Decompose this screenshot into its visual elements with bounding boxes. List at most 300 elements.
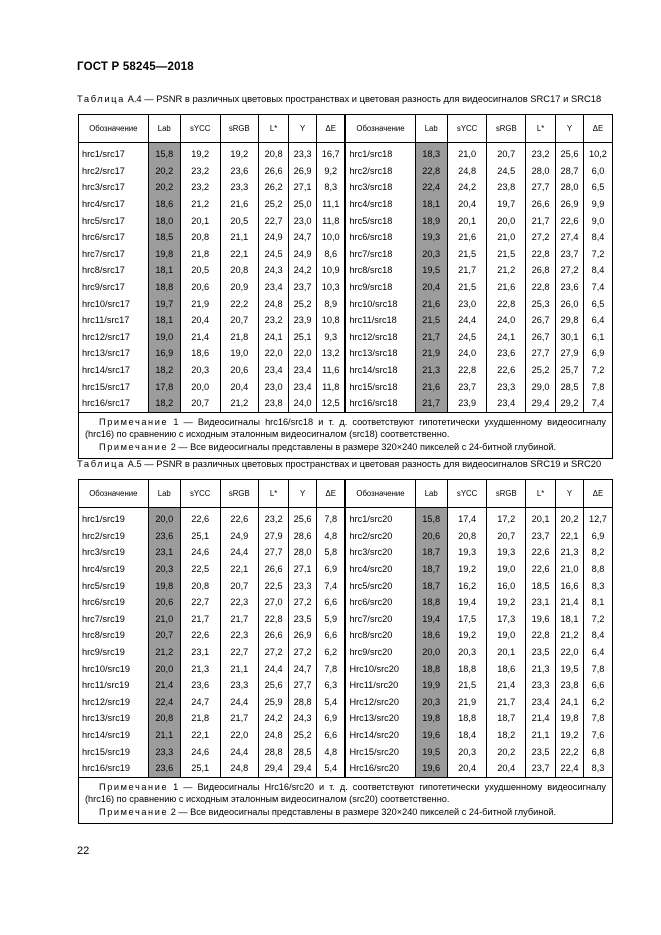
value-cell: 24,3 xyxy=(289,710,317,727)
value-cell: 21,6 xyxy=(220,196,259,213)
caption-text: А.5 — PSNR в различных цветовых пространствах и цветовая разность для видеосигналов SRC19 и SRC20 xyxy=(127,458,602,469)
value-cell: 20,7 xyxy=(220,577,259,594)
note-paragraph xyxy=(85,416,606,442)
lab-value-cell: 19,8 xyxy=(415,710,447,727)
value-cell: 23,0 xyxy=(289,212,317,229)
value-cell: 8,4 xyxy=(583,262,612,279)
note-label: Примечание xyxy=(99,781,169,792)
column-header: sYCC xyxy=(447,115,487,143)
value-cell: 24,7 xyxy=(289,229,317,246)
table-row xyxy=(79,196,613,213)
value-cell: 23,4 xyxy=(259,279,289,296)
lab-value-cell: 16,9 xyxy=(148,345,180,362)
signal-name-cell: hrc14/src19 xyxy=(79,727,149,744)
value-cell: 6,8 xyxy=(583,743,612,760)
value-cell: 21,5 xyxy=(447,246,487,263)
value-cell: 28,8 xyxy=(289,694,317,711)
value-cell: 12,7 xyxy=(583,508,612,528)
signal-name-cell: hrc2/src18 xyxy=(345,163,415,180)
note-label: Примечание xyxy=(99,416,169,427)
lab-value-cell: 20,3 xyxy=(415,246,447,263)
signal-name-cell: hrc5/src17 xyxy=(79,212,149,229)
signal-name-cell: hrc8/src19 xyxy=(79,627,149,644)
value-cell: 10,3 xyxy=(317,279,346,296)
note-paragraph xyxy=(85,441,606,454)
value-cell: 23,2 xyxy=(180,163,220,180)
value-cell: 23,3 xyxy=(487,378,526,395)
value-cell: 11,8 xyxy=(317,378,346,395)
column-header: sRGB xyxy=(487,480,526,508)
signal-name-cell: hrc15/src19 xyxy=(79,743,149,760)
value-cell: 21,9 xyxy=(447,694,487,711)
signal-name-cell: hrc15/src17 xyxy=(79,378,149,395)
table-row xyxy=(79,212,613,229)
table-row xyxy=(79,727,613,744)
column-header: L* xyxy=(259,115,289,143)
table-row xyxy=(79,179,613,196)
value-cell: 8,6 xyxy=(317,246,346,263)
value-cell: 19,0 xyxy=(220,345,259,362)
value-cell: 28,0 xyxy=(526,163,556,180)
value-cell: 21,2 xyxy=(220,395,259,412)
column-header: ΔE xyxy=(317,480,346,508)
header-row xyxy=(79,480,613,508)
value-cell: 24,2 xyxy=(289,262,317,279)
note-text: 1 — Видеосигналы hrc16/src18 и т. д. соответствуют гипотетически ухудшенному видеосигналу (hrc16) по сравнению с исходным эталонным видеосигналом (src18) соответственно. xyxy=(85,416,606,440)
value-cell: 28,5 xyxy=(289,743,317,760)
value-cell: 6,1 xyxy=(583,329,612,346)
value-cell: 6,0 xyxy=(583,163,612,180)
value-cell: 7,2 xyxy=(583,362,612,379)
signal-name-cell: hrc7/src17 xyxy=(79,246,149,263)
value-cell: 21,7 xyxy=(220,710,259,727)
lab-value-cell: 20,0 xyxy=(415,644,447,661)
value-cell: 23,6 xyxy=(487,345,526,362)
lab-value-cell: 23,6 xyxy=(148,760,180,777)
value-cell: 21,2 xyxy=(487,262,526,279)
value-cell: 8,1 xyxy=(583,594,612,611)
value-cell: 21,8 xyxy=(180,710,220,727)
value-cell: 8,3 xyxy=(583,760,612,777)
column-header: sRGB xyxy=(487,115,526,143)
value-cell: 24,5 xyxy=(487,163,526,180)
lab-value-cell: 21,7 xyxy=(415,395,447,412)
column-header: sRGB xyxy=(220,115,259,143)
lab-value-cell: 21,3 xyxy=(415,362,447,379)
signal-name-cell: hrc15/src18 xyxy=(345,378,415,395)
table-row xyxy=(79,528,613,545)
lab-value-cell: 19,3 xyxy=(415,229,447,246)
value-cell: 25,2 xyxy=(289,295,317,312)
value-cell: 24,9 xyxy=(220,528,259,545)
value-cell: 28,0 xyxy=(556,179,584,196)
value-cell: 18,4 xyxy=(447,727,487,744)
value-cell: 10,0 xyxy=(317,229,346,246)
table-row xyxy=(79,279,613,296)
value-cell: 11,6 xyxy=(317,362,346,379)
value-cell: 27,2 xyxy=(556,262,584,279)
value-cell: 6,9 xyxy=(583,345,612,362)
value-cell: 17,2 xyxy=(487,508,526,528)
value-cell: 6,6 xyxy=(317,627,346,644)
value-cell: 21,6 xyxy=(487,279,526,296)
signal-name-cell: hrc12/src19 xyxy=(79,694,149,711)
value-cell: 27,9 xyxy=(259,528,289,545)
value-cell: 8,3 xyxy=(317,179,346,196)
value-cell: 22,0 xyxy=(289,345,317,362)
value-cell: 23,7 xyxy=(289,279,317,296)
value-cell: 20,5 xyxy=(220,212,259,229)
signal-name-cell: hrc13/src18 xyxy=(345,345,415,362)
signal-name-cell: hrc3/src20 xyxy=(345,544,415,561)
signal-name-cell: hrc9/src20 xyxy=(345,644,415,661)
value-cell: 23,8 xyxy=(259,395,289,412)
value-cell: 26,9 xyxy=(289,627,317,644)
column-header: sRGB xyxy=(220,480,259,508)
value-cell: 6,6 xyxy=(317,727,346,744)
value-cell: 29,0 xyxy=(526,378,556,395)
value-cell: 9,9 xyxy=(583,196,612,213)
lab-value-cell: 19,5 xyxy=(415,262,447,279)
column-header: Обозначение xyxy=(79,115,149,143)
value-cell: 21,3 xyxy=(556,544,584,561)
column-header: L* xyxy=(526,480,556,508)
value-cell: 7,8 xyxy=(317,508,346,528)
value-cell: 24,8 xyxy=(447,163,487,180)
value-cell: 19,7 xyxy=(487,196,526,213)
value-cell: 24,3 xyxy=(259,262,289,279)
value-cell: 23,9 xyxy=(447,395,487,412)
value-cell: 16,2 xyxy=(447,577,487,594)
value-cell: 24,4 xyxy=(220,694,259,711)
header-row xyxy=(79,115,613,143)
column-header: Обозначение xyxy=(345,480,415,508)
value-cell: 22,8 xyxy=(526,627,556,644)
value-cell: 25,1 xyxy=(180,760,220,777)
value-cell: 27,2 xyxy=(289,594,317,611)
value-cell: 22,8 xyxy=(447,362,487,379)
lab-value-cell: 20,2 xyxy=(148,179,180,196)
lab-value-cell: 20,6 xyxy=(415,528,447,545)
value-cell: 7,2 xyxy=(583,611,612,628)
value-cell: 21,7 xyxy=(526,212,556,229)
value-cell: 22,4 xyxy=(556,760,584,777)
lab-value-cell: 18,5 xyxy=(148,229,180,246)
table-row xyxy=(79,561,613,578)
signal-name-cell: hrc9/src17 xyxy=(79,279,149,296)
signal-name-cell: hrc6/src17 xyxy=(79,229,149,246)
signal-name-cell: hrc10/src18 xyxy=(345,295,415,312)
value-cell: 25,6 xyxy=(556,143,584,163)
value-cell: 23,4 xyxy=(289,362,317,379)
value-cell: 10,9 xyxy=(317,262,346,279)
value-cell: 8,8 xyxy=(583,561,612,578)
signal-name-cell: hrc3/src17 xyxy=(79,179,149,196)
value-cell: 21,3 xyxy=(180,660,220,677)
value-cell: 21,2 xyxy=(180,196,220,213)
value-cell: 24,1 xyxy=(556,694,584,711)
lab-value-cell: 23,6 xyxy=(148,528,180,545)
value-cell: 7,8 xyxy=(583,378,612,395)
page-number: 22 xyxy=(77,845,90,857)
value-cell: 23,7 xyxy=(556,246,584,263)
value-cell: 23,6 xyxy=(556,279,584,296)
column-header: Y xyxy=(556,115,584,143)
table-row xyxy=(79,594,613,611)
signal-name-cell: hrc8/src20 xyxy=(345,627,415,644)
value-cell: 23,1 xyxy=(180,644,220,661)
value-cell: 27,0 xyxy=(259,594,289,611)
value-cell: 22,2 xyxy=(556,743,584,760)
value-cell: 22,8 xyxy=(487,295,526,312)
signal-name-cell: hrc11/src19 xyxy=(79,677,149,694)
value-cell: 8,4 xyxy=(583,627,612,644)
value-cell: 8,9 xyxy=(317,295,346,312)
lab-value-cell: 20,3 xyxy=(415,694,447,711)
value-cell: 22,1 xyxy=(220,561,259,578)
value-cell: 19,2 xyxy=(180,143,220,163)
lab-value-cell: 18,2 xyxy=(148,362,180,379)
value-cell: 29,2 xyxy=(556,395,584,412)
value-cell: 23,4 xyxy=(259,362,289,379)
signal-name-cell: Hrc11/src20 xyxy=(345,677,415,694)
lab-value-cell: 18,2 xyxy=(148,395,180,412)
lab-value-cell: 20,0 xyxy=(148,508,180,528)
value-cell: 17,5 xyxy=(447,611,487,628)
value-cell: 13,2 xyxy=(317,345,346,362)
value-cell: 24,4 xyxy=(220,743,259,760)
lab-value-cell: 19,0 xyxy=(148,329,180,346)
table-row xyxy=(79,229,613,246)
value-cell: 23,2 xyxy=(526,143,556,163)
value-cell: 7,4 xyxy=(583,279,612,296)
value-cell: 23,7 xyxy=(526,528,556,545)
value-cell: 20,8 xyxy=(180,229,220,246)
value-cell: 22,1 xyxy=(556,528,584,545)
table-row xyxy=(79,508,613,528)
value-cell: 29,8 xyxy=(556,312,584,329)
value-cell: 24,1 xyxy=(487,329,526,346)
table-row xyxy=(79,694,613,711)
value-cell: 22,3 xyxy=(220,594,259,611)
value-cell: 25,1 xyxy=(180,528,220,545)
signal-name-cell: hrc1/src18 xyxy=(345,143,415,163)
lab-value-cell: 18,6 xyxy=(148,196,180,213)
column-header: Lab xyxy=(148,115,180,143)
value-cell: 21,1 xyxy=(526,727,556,744)
lab-value-cell: 19,9 xyxy=(415,677,447,694)
lab-value-cell: 20,8 xyxy=(148,710,180,727)
caption-label: Таблица xyxy=(77,458,125,469)
value-cell: 25,9 xyxy=(259,694,289,711)
value-cell: 28,7 xyxy=(556,163,584,180)
signal-name-cell: hrc4/src18 xyxy=(345,196,415,213)
value-cell: 21,0 xyxy=(447,143,487,163)
value-cell: 6,2 xyxy=(583,694,612,711)
value-cell: 26,6 xyxy=(259,561,289,578)
value-cell: 18,6 xyxy=(487,660,526,677)
value-cell: 27,2 xyxy=(526,229,556,246)
table-row xyxy=(79,246,613,263)
lab-value-cell: 15,8 xyxy=(415,508,447,528)
value-cell: 18,7 xyxy=(487,710,526,727)
caption-label: Таблица xyxy=(77,93,125,104)
value-cell: 19,0 xyxy=(487,561,526,578)
value-cell: 8,2 xyxy=(583,544,612,561)
note-label: Примечание xyxy=(99,442,169,453)
value-cell: 27,2 xyxy=(259,644,289,661)
value-cell: 20,2 xyxy=(556,508,584,528)
signal-name-cell: hrc13/src17 xyxy=(79,345,149,362)
value-cell: 23,2 xyxy=(180,179,220,196)
lab-value-cell: 21,5 xyxy=(415,312,447,329)
value-cell: 11,8 xyxy=(317,212,346,229)
value-cell: 21,0 xyxy=(487,229,526,246)
value-cell: 27,1 xyxy=(289,179,317,196)
value-cell: 27,7 xyxy=(526,345,556,362)
table-row xyxy=(79,295,613,312)
value-cell: 22,1 xyxy=(220,246,259,263)
value-cell: 24,8 xyxy=(220,760,259,777)
lab-value-cell: 18,6 xyxy=(415,627,447,644)
value-cell: 21,7 xyxy=(180,611,220,628)
value-cell: 22,6 xyxy=(180,627,220,644)
table-row xyxy=(79,345,613,362)
value-cell: 26,9 xyxy=(289,163,317,180)
value-cell: 24,9 xyxy=(289,246,317,263)
value-cell: 11,1 xyxy=(317,196,346,213)
value-cell: 24,5 xyxy=(447,329,487,346)
value-cell: 4,8 xyxy=(317,743,346,760)
value-cell: 25,1 xyxy=(289,329,317,346)
value-cell: 23,2 xyxy=(259,508,289,528)
value-cell: 24,0 xyxy=(289,395,317,412)
value-cell: 30,1 xyxy=(556,329,584,346)
value-cell: 19,3 xyxy=(447,544,487,561)
lab-value-cell: 18,8 xyxy=(415,660,447,677)
lab-value-cell: 20,4 xyxy=(415,279,447,296)
value-cell: 21,7 xyxy=(487,694,526,711)
signal-name-cell: hrc2/src17 xyxy=(79,163,149,180)
value-cell: 7,8 xyxy=(317,660,346,677)
value-cell: 27,7 xyxy=(289,677,317,694)
lab-value-cell: 21,7 xyxy=(415,329,447,346)
value-cell: 21,5 xyxy=(447,677,487,694)
value-cell: 20,3 xyxy=(447,644,487,661)
value-cell: 19,8 xyxy=(556,710,584,727)
column-header: Обозначение xyxy=(79,480,149,508)
signal-name-cell: hrc16/src19 xyxy=(79,760,149,777)
value-cell: 25,2 xyxy=(289,727,317,744)
value-cell: 4,8 xyxy=(317,528,346,545)
lab-value-cell: 22,8 xyxy=(415,163,447,180)
value-cell: 21,4 xyxy=(556,594,584,611)
lab-value-cell: 18,0 xyxy=(148,212,180,229)
table-row xyxy=(79,627,613,644)
value-cell: 21,7 xyxy=(220,611,259,628)
value-cell: 6,5 xyxy=(583,295,612,312)
value-cell: 19,6 xyxy=(526,611,556,628)
lab-value-cell: 21,0 xyxy=(148,611,180,628)
table-row xyxy=(79,660,613,677)
lab-value-cell: 22,4 xyxy=(148,694,180,711)
value-cell: 21,1 xyxy=(220,660,259,677)
lab-value-cell: 18,9 xyxy=(415,212,447,229)
value-cell: 29,4 xyxy=(259,760,289,777)
value-cell: 21,8 xyxy=(180,246,220,263)
signal-name-cell: hrc11/src18 xyxy=(345,312,415,329)
value-cell: 24,2 xyxy=(447,179,487,196)
column-header: sYCC xyxy=(447,480,487,508)
value-cell: 20,1 xyxy=(487,644,526,661)
value-cell: 26,2 xyxy=(259,179,289,196)
value-cell: 28,6 xyxy=(289,528,317,545)
signal-name-cell: Hrc13/src20 xyxy=(345,710,415,727)
signal-name-cell: hrc2/src19 xyxy=(79,528,149,545)
value-cell: 24,4 xyxy=(447,312,487,329)
value-cell: 24,8 xyxy=(259,727,289,744)
value-cell: 23,3 xyxy=(526,677,556,694)
note-text: 1 — Видеосигналы Hrc16/src20 и т. д. соответствуют гипотетически ухудшенному видеосигналу (hrc16) по сравнению с исходным эталонным видеосигналом (src20) соответственно. xyxy=(85,781,606,805)
lab-value-cell: 18,7 xyxy=(415,577,447,594)
value-cell: 9,0 xyxy=(583,212,612,229)
column-header: Обозначение xyxy=(345,115,415,143)
lab-value-cell: 19,8 xyxy=(148,577,180,594)
value-cell: 26,8 xyxy=(526,262,556,279)
value-cell: 18,1 xyxy=(556,611,584,628)
lab-value-cell: 21,9 xyxy=(415,345,447,362)
value-cell: 21,7 xyxy=(447,262,487,279)
value-cell: 20,0 xyxy=(487,212,526,229)
lab-value-cell: 18,1 xyxy=(415,196,447,213)
value-cell: 10,2 xyxy=(583,143,612,163)
value-cell: 19,3 xyxy=(487,544,526,561)
signal-name-cell: hrc12/src17 xyxy=(79,329,149,346)
value-cell: 25,2 xyxy=(259,196,289,213)
value-cell: 23,9 xyxy=(289,312,317,329)
table-notes xyxy=(78,778,613,824)
column-header: Y xyxy=(556,480,584,508)
value-cell: 6,4 xyxy=(583,644,612,661)
table-row xyxy=(79,362,613,379)
lab-value-cell: 21,6 xyxy=(415,295,447,312)
value-cell: 20,8 xyxy=(447,528,487,545)
value-cell: 22,6 xyxy=(526,544,556,561)
signal-name-cell: hrc4/src17 xyxy=(79,196,149,213)
value-cell: 24,5 xyxy=(259,246,289,263)
value-cell: 19,2 xyxy=(220,143,259,163)
signal-name-cell: hrc7/src19 xyxy=(79,611,149,628)
note-paragraph xyxy=(85,806,606,819)
signal-name-cell: hrc3/src19 xyxy=(79,544,149,561)
lab-value-cell: 19,6 xyxy=(415,727,447,744)
value-cell: 20,7 xyxy=(220,312,259,329)
value-cell: 21,0 xyxy=(556,561,584,578)
column-header: Lab xyxy=(415,480,447,508)
document-header: ГОСТ Р 58245—2018 xyxy=(77,61,194,73)
value-cell: 19,2 xyxy=(487,594,526,611)
value-cell: 24,6 xyxy=(180,544,220,561)
value-cell: 22,5 xyxy=(180,561,220,578)
signal-name-cell: hrc9/src19 xyxy=(79,644,149,661)
table-caption xyxy=(77,458,601,469)
value-cell: 20,6 xyxy=(180,279,220,296)
value-cell: 6,3 xyxy=(317,677,346,694)
value-cell: 22,0 xyxy=(556,644,584,661)
value-cell: 18,5 xyxy=(526,577,556,594)
value-cell: 21,1 xyxy=(220,229,259,246)
value-cell: 22,6 xyxy=(180,508,220,528)
